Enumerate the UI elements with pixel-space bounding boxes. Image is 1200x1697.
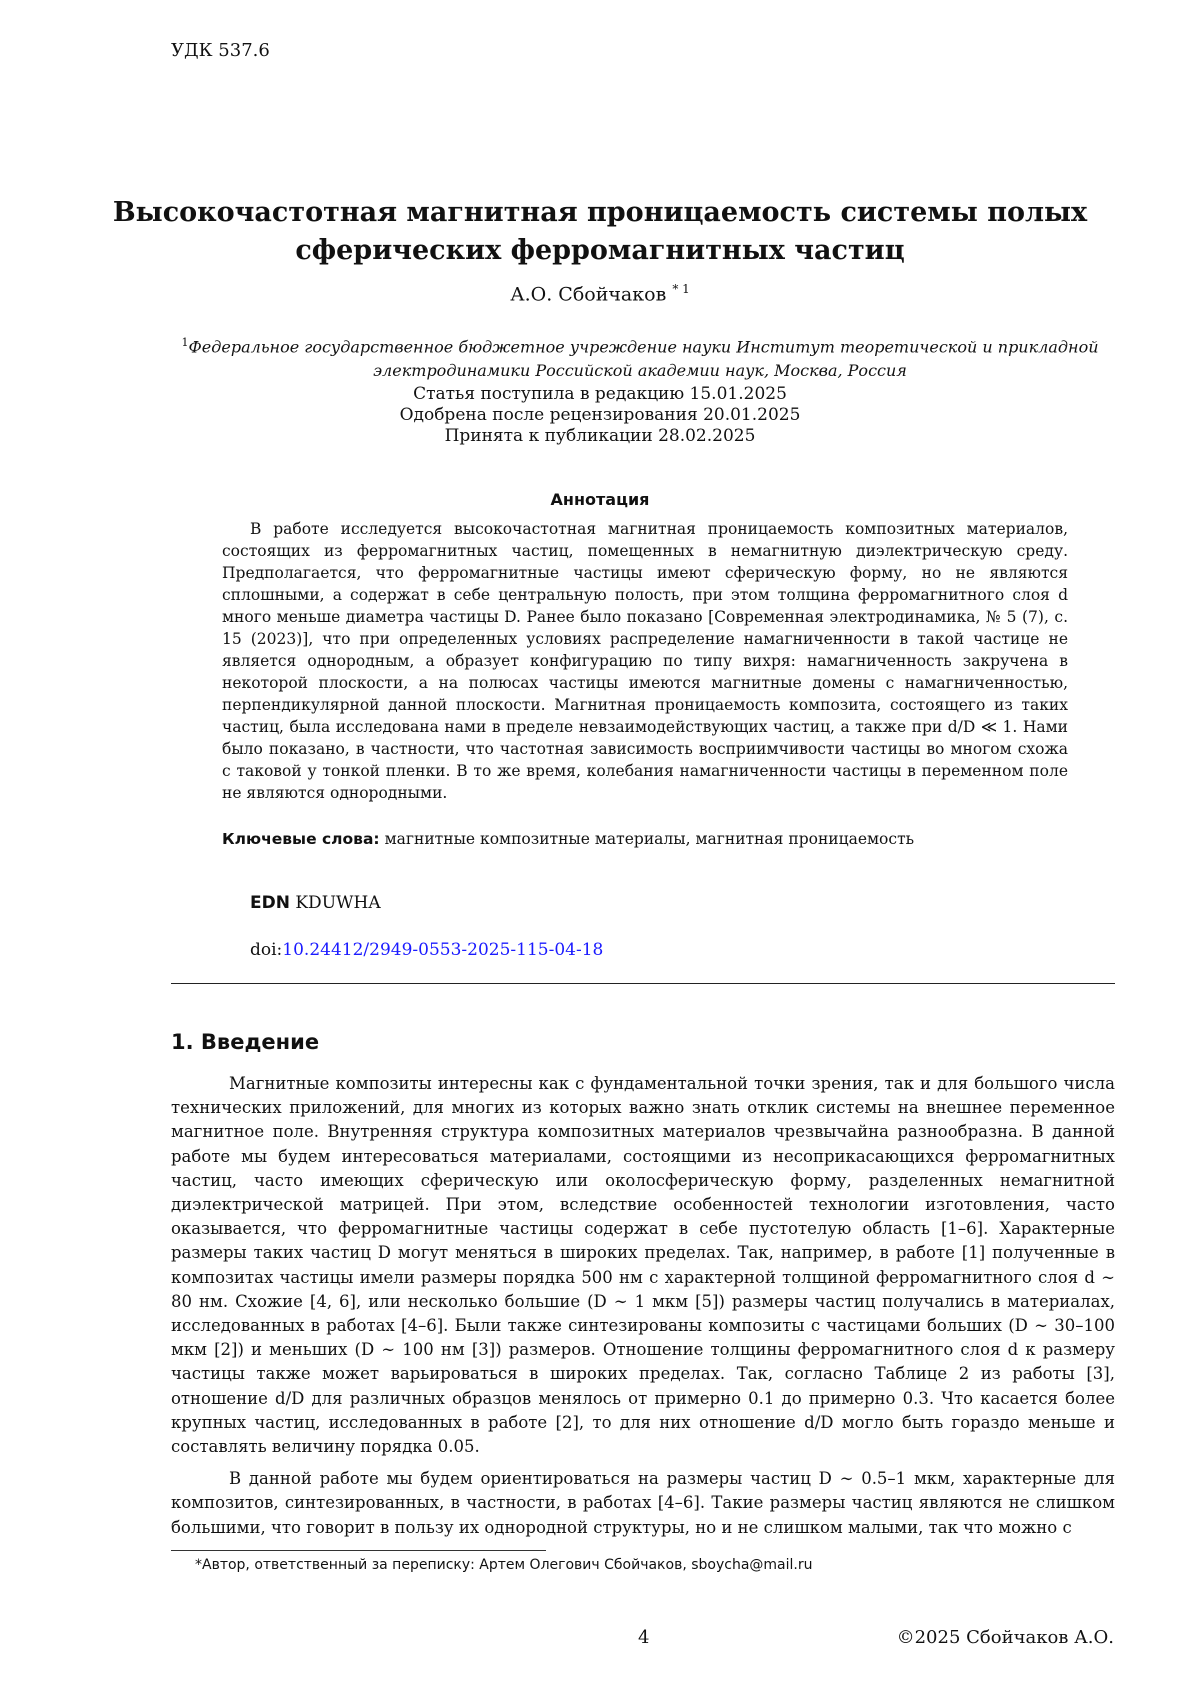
paper-title: [0, 194, 1200, 270]
udc-code: УДК 537.6: [171, 40, 270, 61]
footnote-divider: [171, 1550, 546, 1551]
affiliation-mark: 1: [181, 336, 189, 349]
author-line: [0, 282, 1200, 305]
edn-code: KDUWHA: [295, 893, 381, 913]
doi-link[interactable]: 10.24412/2949-0553-2025-115-04-18: [282, 940, 604, 960]
date-received: Статья поступила в редакцию 15.01.2025: [413, 384, 787, 404]
doi-label: doi:: [250, 940, 283, 960]
edn-label: EDN: [250, 893, 290, 913]
keywords-text: магнитные композитные материалы, магнитная проницаемость: [384, 830, 915, 848]
date-approved: Одобрена после рецензирования 20.01.2025: [399, 405, 801, 425]
doi-line: [250, 940, 603, 960]
title-line-2: сферических ферромагнитных частиц: [295, 235, 905, 266]
section-heading: 1. Введение: [171, 1030, 320, 1054]
keywords-label: Ключевые слова:: [222, 830, 380, 848]
page-number: 4: [638, 1627, 650, 1648]
author-name: А.О. Сбойчаков: [510, 283, 667, 306]
abstract-text: В работе исследуется высокочастотная магнитная проницаемость композитных материалов, состоящих из ферромагнитных частиц, помещенных в немагнитную диэлектрическую среду. Предполагается, что ферромагнитные частицы имеют сферическую форму, но не являются сплошными, а содержат в себе центральную полость, при этом толщина ферромагнитного слоя d много меньше диаметра частицы D. Ранее было показано [Современная электродинамика, № 5 (7), с. 15 (2023)], что при определенных условиях распределение намагниченности в такой частице не является однородным, а образует конфигурацию по типу вихря: намагниченность закручена в некоторой плоскости, а на полюсах частицы имеются магнитные домены с намагниченностью, перпендикулярной данной плоскости. Магнитная проницаемость композита, состоящего из таких частиц, была исследована нами в пределе невзаимодействующих частиц, а также при d/D ≪ 1. Нами было показано, в частности, что частотная зависимость восприимчивости частицы во многом схожа с таковой у тонкой пленки. В то же время, колебания намагниченности частицы в переменном поле не являются однородными.: [222, 520, 1068, 802]
abstract-heading: Аннотация: [550, 490, 650, 509]
affiliation: [180, 331, 1100, 383]
author-marks: * 1: [672, 282, 690, 296]
keywords: [222, 830, 1068, 848]
body-text: [171, 1072, 1115, 1548]
affiliation-text: Федеральное государственное бюджетное учреждение науки Институт теоретической и прикладной электродинамики Российской академии наук, Москва, Россия: [188, 337, 1099, 381]
header-divider: [171, 983, 1115, 984]
article-dates: [0, 384, 1200, 447]
paragraph-1: Магнитные композиты интересны как с фундаментальной точки зрения, так и для большого числа технических приложений, для многих из которых важно знать отклик системы на внешнее переменное магнитное поле. Внутренняя структура композитных материалов чрезвычайна разнообразна. В данной работе мы будем интересоваться материалами, состоящими из несоприкасающихся ферромагнитных частиц, часто имеющих сферическую или околосферическую форму, разделенных немагнитной диэлектрической матрицей. При этом, вследствие особенностей технологии изготовления, часто оказывается, что ферромагнитные частицы содержат в себе пустотелую область [1–6]. Характерные размеры таких частиц D могут меняться в широких пределах. Так, например, в работе [1] полученные в композитах частицы имели размеры порядка 500 нм с характерной толщиной ферромагнитного слоя d ∼ 80 нм. Схожие [4, 6], или несколько большие (D ∼ 1 мкм [5]) размеры частиц получались в материалах, исследованных в работах [4–6]. Были также синтезированы композиты с частицами больших (D ∼ 30–100 мкм [2]) и меньших (D ∼ 100 нм [3]) размеров. Отношение толщины ферромагнитного слоя d к размеру частицы также может варьироваться в широких пределах. Так, согласно Таблице 2 из работы [3], отношение d/D для различных образцов менялось от примерно 0.1 до примерно 0.3. Что касается более крупных частиц, исследованных в работе [2], то для них отношение d/D могло быть гораздо меньше и составлять величину порядка 0.05.: [171, 1074, 1115, 1457]
edn-line: [250, 893, 381, 913]
paragraph-2: В данной работе мы будем ориентироваться на размеры частиц D ∼ 0.5–1 мкм, характерные для композитов, синтезированных, в частности, в работах [4–6]. Такие размеры частиц являются не слишком большими, что говорит в пользу их однородной структуры, но и не слишком малыми, так что можно с: [171, 1469, 1115, 1537]
footnote: *Автор, ответственный за переписку: Артем Олегович Сбойчаков, sboycha@mail.ru: [195, 1557, 813, 1573]
title-line-1: Высокочастотная магнитная проницаемость системы полых: [112, 197, 1088, 228]
copyright: ©2025 Сбойчаков А.О.: [896, 1627, 1114, 1648]
date-accepted: Принята к публикации 28.02.2025: [444, 426, 756, 446]
